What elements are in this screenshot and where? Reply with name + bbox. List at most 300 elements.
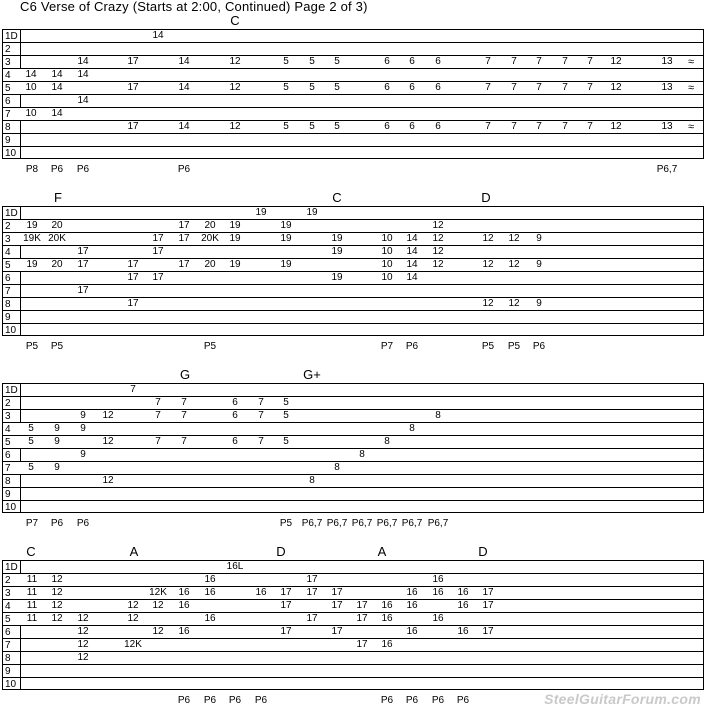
string-number: 5	[5, 83, 11, 94]
fret-number: 7	[170, 410, 198, 422]
fret-number: 10	[17, 82, 45, 94]
fret-number: 19	[18, 259, 46, 271]
string-number: 7	[5, 640, 11, 651]
fret-number: 9	[43, 462, 71, 474]
fret-number: 12	[474, 259, 502, 271]
string-line	[3, 146, 703, 147]
fret-number: 12	[221, 121, 249, 133]
fret-number: 19	[221, 259, 249, 271]
fret-number: 6	[424, 121, 452, 133]
fret-number: 7	[525, 56, 553, 68]
fret-number: 6	[424, 56, 452, 68]
watermark: SteelGuitarForum.com	[544, 691, 701, 707]
fret-number: 14	[43, 108, 71, 120]
chord-name: D	[481, 190, 491, 205]
string-line	[3, 284, 703, 285]
fret-number: 10	[17, 108, 45, 120]
fret-number: 12	[602, 82, 630, 94]
fret-number: 20K	[43, 233, 71, 245]
fret-number: 16	[398, 600, 426, 612]
string-number: 1D	[5, 208, 18, 219]
pedal-label: P5	[25, 341, 39, 352]
pedal-label: P6	[50, 518, 64, 529]
fret-number: 5	[272, 121, 300, 133]
fret-number: 12	[474, 233, 502, 245]
fret-number: 7	[474, 56, 502, 68]
fret-number: 17	[144, 272, 172, 284]
fret-number: 14	[398, 246, 426, 258]
fret-number: 7	[551, 121, 579, 133]
pedal-label: P6,7	[401, 518, 423, 529]
fret-number: 12	[94, 410, 122, 422]
fret-number: 9	[525, 233, 553, 245]
fret-number: 7	[500, 56, 528, 68]
fret-number: 7	[551, 56, 579, 68]
fret-number: 12	[69, 652, 97, 664]
pedal-label: P6	[380, 695, 394, 706]
fret-number: 12	[43, 613, 71, 625]
fret-number: 6	[373, 121, 401, 133]
fret-number: 17	[474, 626, 502, 638]
string-number: 7	[5, 286, 11, 297]
fret-number: 5	[17, 436, 45, 448]
fret-number: 7	[144, 436, 172, 448]
fret-number: 19	[221, 220, 249, 232]
tab-staff	[2, 206, 704, 336]
string-line	[3, 651, 703, 652]
pedal-label: P6	[177, 695, 191, 706]
string-number: 4	[5, 601, 11, 612]
string-number: 6	[5, 450, 11, 461]
fret-number: 17	[348, 600, 376, 612]
fret-number: 12	[43, 587, 71, 599]
fret-number: 5	[323, 56, 351, 68]
fret-number: 12	[500, 233, 528, 245]
string-number: 5	[5, 260, 11, 271]
string-number: 6	[5, 96, 11, 107]
fret-number: 12K	[144, 587, 172, 599]
fret-number: 14	[17, 69, 45, 81]
string-number: 1D	[5, 31, 18, 42]
fret-number: 16L	[221, 561, 249, 573]
fret-number: 14	[170, 82, 198, 94]
pedal-label: P6,7	[376, 518, 398, 529]
string-number: 6	[5, 273, 11, 284]
fret-number: 14	[43, 82, 71, 94]
fret-number: 6	[424, 82, 452, 94]
fret-number: 12	[424, 220, 452, 232]
fret-number: 12	[69, 639, 97, 651]
fret-number: 17	[323, 600, 351, 612]
tab-staff	[2, 383, 704, 513]
fret-number: 14	[398, 272, 426, 284]
string-number: 2	[5, 575, 11, 586]
pedal-label: P5	[203, 341, 217, 352]
string-line	[3, 422, 703, 423]
fret-number: 17	[323, 626, 351, 638]
fret-number: 7	[500, 121, 528, 133]
tab-staff	[2, 29, 704, 159]
fret-number: 12	[119, 600, 147, 612]
string-number: 10	[5, 502, 17, 513]
fret-number: 16	[424, 574, 452, 586]
fret-number: 17	[474, 600, 502, 612]
fret-number: 13	[653, 121, 681, 133]
pedal-label: P6	[203, 695, 217, 706]
fret-number: 5	[298, 56, 326, 68]
string-number: 10	[5, 325, 17, 336]
fret-number: 14	[43, 69, 71, 81]
fret-number: 9	[525, 298, 553, 310]
fret-number: 16	[247, 587, 275, 599]
pedal-label: P6,7	[656, 164, 678, 175]
pedal-label: P6	[76, 164, 90, 175]
string-line	[3, 219, 703, 220]
fret-number: 14	[398, 259, 426, 271]
fret-number: 17	[272, 600, 300, 612]
pedal-label: P6	[405, 695, 419, 706]
fret-number: 13	[653, 56, 681, 68]
string-line	[3, 107, 703, 108]
fret-number: 16	[398, 587, 426, 599]
fret-number: 12	[119, 613, 147, 625]
pedal-label: P6,7	[427, 518, 449, 529]
string-line	[3, 94, 703, 95]
fret-number: 16	[398, 626, 426, 638]
fret-number: 10	[373, 259, 401, 271]
fret-number: 16	[196, 587, 224, 599]
chord-name: D	[276, 544, 286, 559]
fret-number: 10	[373, 233, 401, 245]
string-number: 1D	[5, 562, 18, 573]
string-line	[3, 625, 703, 626]
fret-number: 6	[398, 56, 426, 68]
fret-number: 12	[424, 246, 452, 258]
fret-number: 19K	[18, 233, 46, 245]
string-line	[3, 487, 703, 488]
fret-number: 7	[474, 82, 502, 94]
string-number: 2	[5, 398, 11, 409]
fret-number: 9	[69, 423, 97, 435]
string-number: 4	[5, 424, 11, 435]
fret-number: 7	[144, 410, 172, 422]
fret-number: 6	[221, 436, 249, 448]
fret-number: 7	[576, 82, 604, 94]
fret-number: 8	[323, 462, 351, 474]
string-line	[3, 586, 703, 587]
fret-number: 11	[18, 587, 46, 599]
fret-number: 20	[196, 259, 224, 271]
fret-number: 12	[602, 121, 630, 133]
fret-number: 17	[474, 587, 502, 599]
fret-number: 19	[272, 220, 300, 232]
fret-number: 6	[221, 410, 249, 422]
fret-number: 5	[17, 462, 45, 474]
fret-number: 7	[474, 121, 502, 133]
fret-number: 14	[170, 56, 198, 68]
fret-number: 8	[424, 410, 452, 422]
fret-number: 17	[69, 259, 97, 271]
chord-name: G	[179, 367, 191, 382]
fret-number: 5	[298, 82, 326, 94]
fret-number: 5	[323, 121, 351, 133]
chord-name: A	[129, 544, 139, 559]
fret-number: 8	[348, 449, 376, 461]
pedal-label: P5	[481, 341, 495, 352]
string-number: 2	[5, 221, 11, 232]
fret-number: 19	[18, 220, 46, 232]
fret-number: 12	[144, 600, 172, 612]
pedal-label: P6,7	[301, 518, 323, 529]
fret-number: 5	[272, 397, 300, 409]
fret-number: 20	[196, 220, 224, 232]
fret-number: 17	[170, 220, 198, 232]
fret-number: 7	[170, 436, 198, 448]
pedal-label: P6	[50, 164, 64, 175]
fret-number: 7	[119, 384, 147, 396]
pedal-label: P6	[254, 695, 268, 706]
fret-number: 19	[323, 272, 351, 284]
string-line	[3, 232, 703, 233]
fret-number: 7	[576, 56, 604, 68]
fret-number: 16	[373, 613, 401, 625]
pedal-label: P5	[507, 341, 521, 352]
fret-number: 14	[69, 69, 97, 81]
fret-number: 5	[323, 82, 351, 94]
fret-number: 9	[525, 259, 553, 271]
fret-number: 14	[69, 56, 97, 68]
tab-staff	[2, 560, 704, 690]
string-number: 2	[5, 44, 11, 55]
fret-number: 17	[119, 56, 147, 68]
fret-number: 16	[449, 587, 477, 599]
fret-number: 19	[323, 246, 351, 258]
fret-number: 19	[272, 259, 300, 271]
string-number: 3	[5, 588, 11, 599]
chord-name: C	[332, 190, 342, 205]
fret-number: 11	[18, 574, 46, 586]
fret-number: 12	[424, 259, 452, 271]
fret-number: 16	[424, 613, 452, 625]
fret-number: 10	[373, 272, 401, 284]
fret-number: 17	[348, 613, 376, 625]
fret-number: 17	[119, 272, 147, 284]
fret-number: 9	[43, 423, 71, 435]
fret-number: 12	[500, 298, 528, 310]
fret-number: 8	[373, 436, 401, 448]
fret-number: 17	[144, 233, 172, 245]
pedal-label: P6,7	[351, 518, 373, 529]
fret-number: 7	[170, 397, 198, 409]
fret-number: 6	[373, 56, 401, 68]
fret-number: 12	[94, 436, 122, 448]
fret-number: 12	[221, 82, 249, 94]
string-number: 5	[5, 437, 11, 448]
fret-number: 6	[398, 121, 426, 133]
chord-name: F	[54, 190, 62, 205]
pedal-label: P5	[279, 518, 293, 529]
string-number: 3	[5, 234, 11, 245]
string-line	[3, 258, 703, 259]
fret-number: 12	[221, 56, 249, 68]
fret-number: 5	[17, 423, 45, 435]
pedal-label: P6	[76, 518, 90, 529]
fret-number: 17	[170, 233, 198, 245]
chord-name: C	[26, 544, 36, 559]
fret-number: 14	[398, 233, 426, 245]
fret-number: 7	[247, 397, 275, 409]
fret-number: 6	[221, 397, 249, 409]
fret-number: 17	[298, 574, 326, 586]
fret-number: 17	[298, 587, 326, 599]
vibrato-mark: ≈	[688, 121, 695, 133]
string-line	[3, 396, 703, 397]
fret-number: 11	[18, 613, 46, 625]
string-number: 3	[5, 411, 11, 422]
string-line	[3, 677, 703, 678]
fret-number: 7	[576, 121, 604, 133]
fret-number: 7	[525, 82, 553, 94]
fret-number: 8	[298, 475, 326, 487]
string-line	[3, 42, 703, 43]
fret-number: 17	[144, 246, 172, 258]
string-number: 6	[5, 627, 11, 638]
string-number: 7	[5, 109, 11, 120]
string-number: 8	[5, 653, 11, 664]
string-number: 10	[5, 679, 17, 690]
fret-number: 16	[170, 587, 198, 599]
fret-number: 13	[653, 82, 681, 94]
fret-number: 5	[272, 410, 300, 422]
pedal-label: P6	[456, 695, 470, 706]
fret-number: 12	[424, 233, 452, 245]
fret-number: 11	[18, 600, 46, 612]
fret-number: 17	[69, 285, 97, 297]
string-line	[3, 664, 703, 665]
pedal-label: P6	[431, 695, 445, 706]
fret-number: 12K	[119, 639, 147, 651]
string-number: 5	[5, 614, 11, 625]
string-number: 1D	[5, 385, 18, 396]
fret-number: 17	[348, 639, 376, 651]
string-number: 9	[5, 312, 11, 323]
fret-number: 5	[298, 121, 326, 133]
fret-number: 7	[525, 121, 553, 133]
fret-number: 17	[119, 82, 147, 94]
fret-number: 16	[373, 639, 401, 651]
fret-number: 8	[398, 423, 426, 435]
string-line	[3, 271, 703, 272]
fret-number: 17	[69, 246, 97, 258]
chord-name: G+	[303, 367, 321, 382]
string-number: 8	[5, 122, 11, 133]
fret-number: 14	[69, 95, 97, 107]
vibrato-mark: ≈	[688, 82, 695, 94]
vibrato-mark: ≈	[688, 56, 695, 68]
fret-number: 5	[272, 82, 300, 94]
string-number: 7	[5, 463, 11, 474]
pedal-label: P6,7	[326, 518, 348, 529]
pedal-label: P8	[25, 164, 39, 175]
chord-name: C	[230, 13, 240, 28]
string-number: 10	[5, 148, 17, 159]
pedal-label: P6	[177, 164, 191, 175]
string-line	[3, 297, 703, 298]
fret-number: 16	[373, 600, 401, 612]
fret-number: 19	[247, 207, 275, 219]
fret-number: 9	[69, 410, 97, 422]
string-line	[3, 500, 703, 501]
page-title: C6 Verse of Crazy (Starts at 2:00, Continued) Page 2 of 3)	[20, 0, 368, 14]
string-line	[3, 68, 703, 69]
fret-number: 16	[196, 574, 224, 586]
fret-number: 6	[398, 82, 426, 94]
fret-number: 5	[272, 56, 300, 68]
fret-number: 12	[43, 600, 71, 612]
fret-number: 9	[43, 436, 71, 448]
fret-number: 16	[424, 587, 452, 599]
fret-number: 16	[170, 626, 198, 638]
string-line	[3, 133, 703, 134]
fret-number: 10	[373, 246, 401, 258]
fret-number: 20	[43, 259, 71, 271]
fret-number: 7	[247, 410, 275, 422]
chord-name: D	[478, 544, 488, 559]
pedal-label: P7	[380, 341, 394, 352]
fret-number: 17	[119, 298, 147, 310]
fret-number: 7	[247, 436, 275, 448]
fret-number: 19	[323, 233, 351, 245]
string-number: 9	[5, 135, 11, 146]
fret-number: 7	[551, 82, 579, 94]
fret-number: 20K	[196, 233, 224, 245]
fret-number: 12	[602, 56, 630, 68]
string-line	[3, 323, 703, 324]
pedal-label: P7	[25, 518, 39, 529]
fret-number: 17	[323, 587, 351, 599]
pedal-label: P6	[228, 695, 242, 706]
pedal-label: P5	[50, 341, 64, 352]
fret-number: 5	[272, 436, 300, 448]
string-line	[3, 461, 703, 462]
fret-number: 7	[144, 397, 172, 409]
string-number: 4	[5, 247, 11, 258]
chord-name: A	[377, 544, 387, 559]
fret-number: 20	[43, 220, 71, 232]
string-line	[3, 573, 703, 574]
fret-number: 12	[500, 259, 528, 271]
pedal-label: P6	[405, 341, 419, 352]
fret-number: 17	[119, 259, 147, 271]
string-line	[3, 245, 703, 246]
fret-number: 14	[144, 30, 172, 42]
string-number: 9	[5, 666, 11, 677]
string-number: 8	[5, 476, 11, 487]
fret-number: 17	[272, 587, 300, 599]
fret-number: 19	[221, 233, 249, 245]
fret-number: 16	[449, 626, 477, 638]
fret-number: 17	[272, 626, 300, 638]
fret-number: 12	[94, 475, 122, 487]
fret-number: 17	[119, 121, 147, 133]
fret-number: 9	[69, 449, 97, 461]
string-number: 8	[5, 299, 11, 310]
fret-number: 6	[373, 82, 401, 94]
string-label-divider	[20, 30, 21, 158]
fret-number: 14	[170, 121, 198, 133]
fret-number: 12	[43, 574, 71, 586]
string-number: 3	[5, 57, 11, 68]
